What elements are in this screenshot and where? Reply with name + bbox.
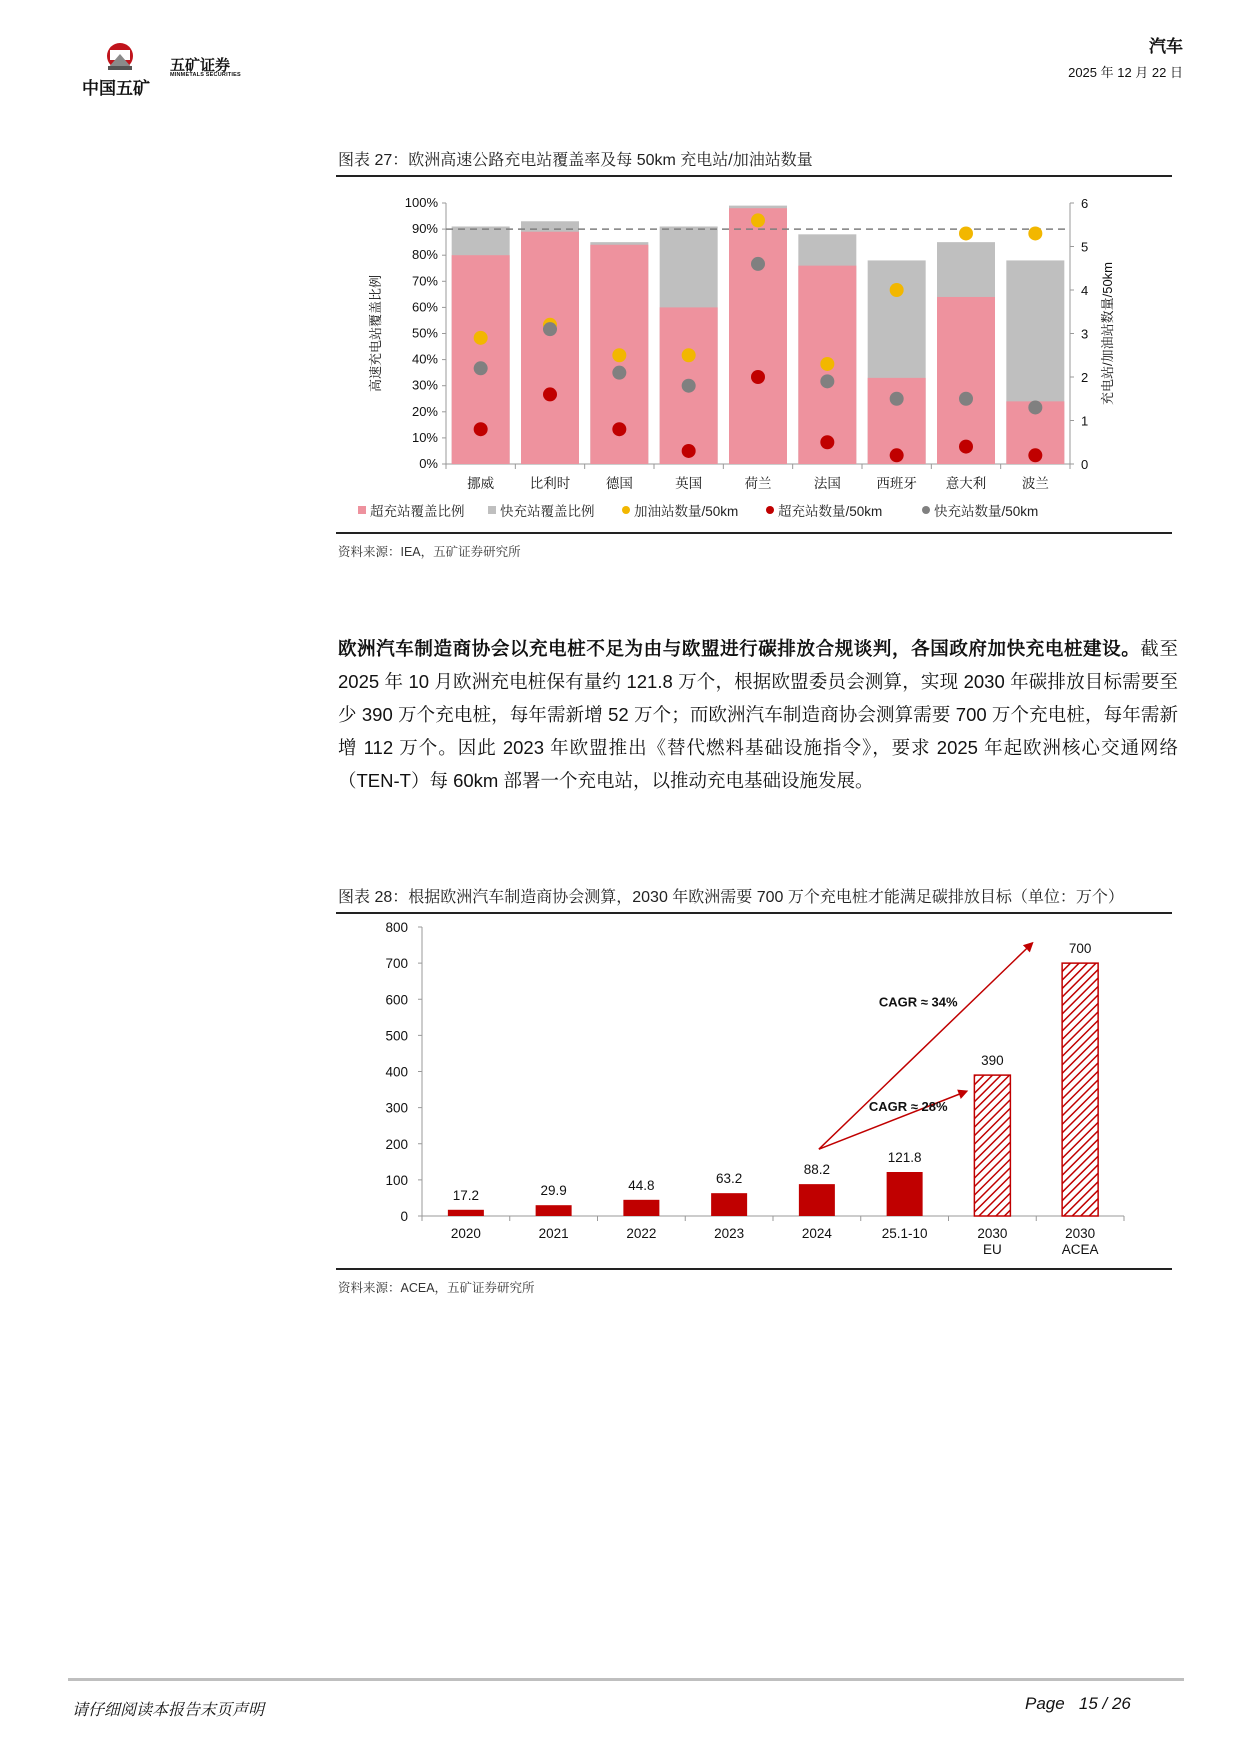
oil-station-dot [820, 357, 834, 371]
value-label: 44.8 [628, 1177, 655, 1193]
logo-right-cn: 五矿证券 [170, 57, 231, 74]
fast-station-dot [1028, 400, 1042, 414]
cagr34-label: CAGR ≈ 34% [878, 994, 958, 1010]
legend-label: 超充站覆盖比例 [370, 504, 465, 519]
category-label: 意大利 [945, 476, 987, 491]
footer-divider [68, 1678, 1184, 1681]
figure27-bottom-rule [336, 532, 1172, 534]
actual-bar [799, 1184, 835, 1216]
page-indicator [1025, 1694, 1131, 1714]
chart27-coverage-chart [336, 180, 1176, 535]
projected-bar [1062, 963, 1098, 1216]
value-label: 63.2 [715, 1171, 743, 1187]
chart28-charger-demand-chart [336, 916, 1176, 1271]
figure28-source: 资料来源：ACEA，五矿证券研究所 [338, 1281, 535, 1295]
super-coverage-bar [521, 232, 579, 464]
paragraph-lead: 欧洲汽车制造商协会以充电桩不足为由与欧盟进行碳排放合规谈判，各国政府加快充电桩建设。 [338, 638, 1141, 659]
body-paragraph [338, 632, 1178, 797]
y-tick-label: 0 [400, 1209, 408, 1224]
legend-label: 加油站数量/50km [634, 504, 739, 519]
right-axis-title: 充电站/加油站数量/50km [1100, 261, 1115, 406]
value-label: 29.9 [540, 1183, 567, 1199]
super-station-dot [1028, 448, 1042, 462]
super-station-dot [751, 370, 765, 384]
fast-station-dot [612, 366, 626, 380]
category-label: 荷兰 [744, 476, 772, 491]
super-station-dot [612, 422, 626, 436]
left-tick-label: 80% [411, 247, 438, 263]
legend-label: 快充站覆盖比例 [500, 504, 595, 519]
category-label: 2030 [977, 1226, 1008, 1241]
figure27-top-rule [336, 175, 1172, 177]
category-label: 2030 [1065, 1226, 1096, 1241]
left-tick-label: 20% [411, 403, 438, 419]
report-date: 2025 年 12 月 22 日 [1068, 65, 1183, 80]
sector-title: 汽车 [1149, 37, 1183, 56]
left-tick-label: 30% [411, 377, 438, 393]
category-label: 比利时 [529, 476, 571, 491]
logo-left-text: 中国五矿 [82, 79, 150, 98]
right-tick-label: 1 [1081, 413, 1089, 429]
y-tick-label: 700 [385, 956, 408, 972]
actual-bar [711, 1193, 747, 1216]
super-station-dot [543, 387, 557, 401]
fast-station-dot [751, 257, 765, 271]
category-label: 波兰 [1021, 476, 1049, 491]
projected-bar [974, 1075, 1010, 1216]
category-label: 25.1-10 [881, 1226, 928, 1241]
value-label: 700 [1068, 941, 1092, 957]
figure28-top-rule [336, 912, 1172, 914]
legend-dot [766, 506, 774, 514]
y-tick-label: 800 [385, 920, 408, 935]
fast-station-dot [890, 392, 904, 406]
right-tick-label: 4 [1081, 283, 1089, 298]
value-label: 17.2 [452, 1187, 480, 1203]
left-tick-label: 70% [411, 273, 438, 289]
value-label: 88.2 [803, 1162, 831, 1178]
oil-station-dot [1028, 226, 1042, 240]
super-station-dot [474, 422, 488, 436]
super-station-dot [890, 448, 904, 462]
category-label: EU [982, 1242, 1002, 1257]
y-tick-label: 500 [385, 1028, 408, 1044]
fast-station-dot [682, 379, 696, 393]
fast-station-dot [820, 374, 834, 388]
super-station-dot [820, 435, 834, 449]
category-label: 2022 [626, 1226, 657, 1241]
category-label: 2024 [801, 1226, 832, 1241]
category-label: 法国 [813, 476, 841, 491]
logo-right-en: MINMETALS SECURITIES [170, 72, 241, 78]
category-label: 2020 [450, 1226, 481, 1241]
page-number: 15 / 26 [1078, 1694, 1131, 1713]
legend-label: 超充站数量/50km [778, 504, 883, 519]
left-axis-title: 高速充电站覆盖比例 [368, 274, 383, 393]
fast-station-dot [959, 392, 973, 406]
left-tick-label: 40% [411, 351, 438, 367]
actual-bar [448, 1210, 484, 1216]
fast-station-dot [474, 361, 488, 375]
y-tick-label: 100 [385, 1172, 408, 1188]
legend-swatch [488, 506, 496, 514]
oil-station-dot [959, 226, 973, 240]
category-label: 英国 [675, 476, 703, 491]
value-label: 121.8 [887, 1149, 922, 1165]
super-coverage-bar [937, 297, 995, 464]
y-tick-label: 400 [385, 1064, 408, 1080]
value-label: 390 [981, 1053, 1004, 1069]
oil-station-dot [612, 348, 626, 362]
left-tick-label: 0% [419, 456, 438, 471]
super-station-dot [959, 440, 973, 454]
legend-dot [922, 506, 930, 514]
footer-disclaimer: 请仔细阅读本报告末页声明 [72, 1702, 265, 1719]
right-tick-label: 3 [1081, 326, 1089, 342]
right-tick-label: 2 [1081, 370, 1089, 385]
right-tick-label: 6 [1081, 196, 1089, 211]
y-tick-label: 300 [385, 1100, 408, 1116]
paragraph-body: 截至 2025 年 10 月欧洲充电桩保有量约 121.8 万个，根据欧盟委员会测算，实现 2030 年碳排放目标需要至少 390 万个充电桩，每年需新增 52 万个；而欧洲汽车制造商协会测算需要 700 万个充电桩，每年需新增 112 万个。因此 2023 年欧盟推出《替代燃料基础设施指令》，要求 2025 年起欧洲核心交通网络（TEN-T）每 60km 部署一个充电站，以推动充电基础设施发展。 [338, 638, 1178, 791]
oil-station-dot [682, 348, 696, 362]
figure27-caption: 图表 27：欧洲高速公路充电站覆盖率及每 50km 充电站/加油站数量 [338, 152, 813, 169]
right-tick-label: 0 [1081, 457, 1089, 472]
fast-station-dot [543, 322, 557, 336]
actual-bar [536, 1205, 572, 1216]
figure28-caption: 图表 28：根据欧洲汽车制造商协会测算，2030 年欧洲需要 700 万个充电桩才能满足碳排放目标（单位：万个） [338, 889, 1124, 906]
legend-swatch [358, 506, 366, 514]
left-tick-label: 50% [411, 325, 438, 341]
legend-label: 快充站数量/50km [934, 504, 1039, 519]
figure28-bottom-rule [336, 1268, 1172, 1270]
right-tick-label: 5 [1081, 239, 1089, 255]
oil-station-dot [474, 331, 488, 345]
category-label: ACEA [1061, 1242, 1099, 1257]
oil-station-dot [890, 283, 904, 297]
y-tick-label: 600 [385, 992, 408, 1008]
figure27-source: 资料来源：IEA，五矿证券研究所 [338, 545, 521, 559]
category-label: 西班牙 [876, 476, 917, 491]
oil-station-dot [751, 213, 765, 227]
left-tick-label: 10% [411, 429, 438, 445]
actual-bar [623, 1200, 659, 1216]
legend-dot [622, 506, 630, 514]
left-tick-label: 100% [404, 195, 438, 210]
left-tick-label: 90% [411, 221, 438, 237]
category-label: 挪威 [467, 476, 495, 491]
left-tick-label: 60% [411, 299, 438, 315]
category-label: 德国 [605, 476, 633, 491]
page-label: Page [1025, 1694, 1065, 1713]
category-label: 2023 [714, 1226, 745, 1241]
cagr28-label: CAGR ≈ 28% [868, 1099, 948, 1115]
super-station-dot [682, 444, 696, 458]
super-coverage-bar [729, 208, 787, 464]
actual-bar [887, 1172, 923, 1216]
category-label: 2021 [538, 1226, 569, 1241]
y-tick-label: 200 [385, 1136, 408, 1152]
